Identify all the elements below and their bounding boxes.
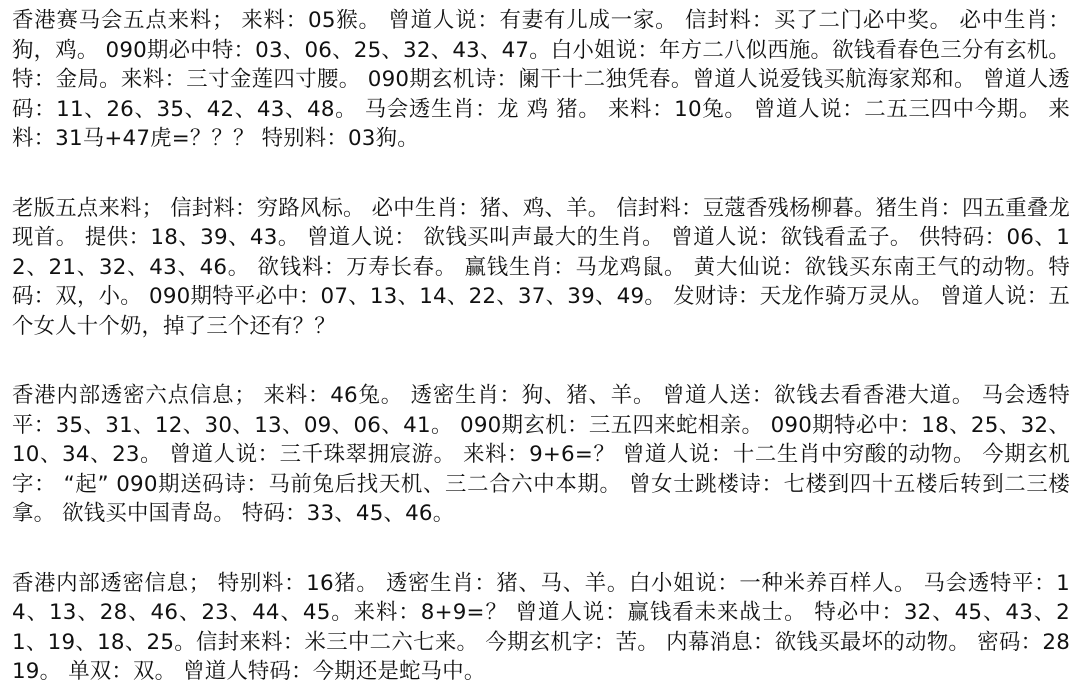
section-hk-internal-info — [12, 569, 1070, 687]
section-old-version-five-points — [12, 194, 1070, 342]
paragraph-3: 香港内部透密六点信息； 来料：46兔。 透密生肖：狗、猪、羊。 曾道人送：欲钱去看香港大道。 马会透特平：35、31、12、30、13、09、06、41。 090期玄机：三五四来蛇相亲。 090期特必中：18、25、32、10、34、23。 曾道人说：三千珠翠拥宸游。 来料：9+6=？ 曾道人说：十二生肖中穷酸的动物。 今期玄机字： “起” 090期送码诗：马前兔后找天机、三二合六中本期。 曾女士跳楼诗：七楼到四十五楼后转到二三楼拿。 欲钱买中国青岛。 特码：33、45、46。 — [12, 383, 1070, 526]
document-body — [12, 6, 1070, 687]
paragraph-2: 老版五点来料； 信封料：穷路风标。 必中生肖：猪、鸡、羊。 信封料：豆蔻香残杨柳暮。猪生肖：四五重叠龙现首。 提供：18、39、43。 曾道人说： 欲钱买叫声最大的生肖。 曾道人说：欲钱看孟子。 供特码：06、12、21、32、43、46。 欲钱料：万寿长春。 赢钱生肖：马龙鸡鼠。 黄大仙说：欲钱买东南王气的动物。特码：双，小。 090期特平必中：07、13、14、22、37、39、49。 发财诗：天龙作骑万灵从。 曾道人说：五个女人十个奶，掉了三个还有？？ — [12, 195, 1070, 339]
section-hk-internal-six-points — [12, 381, 1070, 529]
paragraph-4: 香港内部透密信息； 特别料：16猪。 透密生肖：猪、马、羊。白小姐说：一种米养百样人。 马会透特平：14、13、28、46、23、44、45。来料：8+9=？ 曾道人说：赢钱看未来战士。 特必中：32、45、43、21、19、18、25。信封来料：米三中二六七来。 今期玄机字：苦。 内幕消息：欲钱买最坏的动物。 密码：2819。 单双：双。 曾道人特码：今期还是蛇马中。 — [12, 570, 1070, 684]
paragraph-1: 香港赛马会五点来料； 来料：05猴。 曾道人说：有妻有儿成一家。 信封料：买了二门必中奖。 必中生肖：狗，鸡。 090期必中特：03、06、25、32、43、47。白小姐说：年方二八似西施。欲钱看春色三分有玄机。 特：金局。来料：三寸金莲四寸腰。 090期玄机诗：阑干十二独凭春。曾道人说爱钱买航海家郑和。 曾道人透码：11、26、35、42、43、48。 马会透生肖：龙 鸡 猪。 来料：10兔。 曾道人说：二五三四中今期。 来料：31马+47虎=？？？ 特别料：03狗。 — [12, 8, 1070, 151]
section-hk-jockey-club-five-points — [12, 6, 1070, 154]
